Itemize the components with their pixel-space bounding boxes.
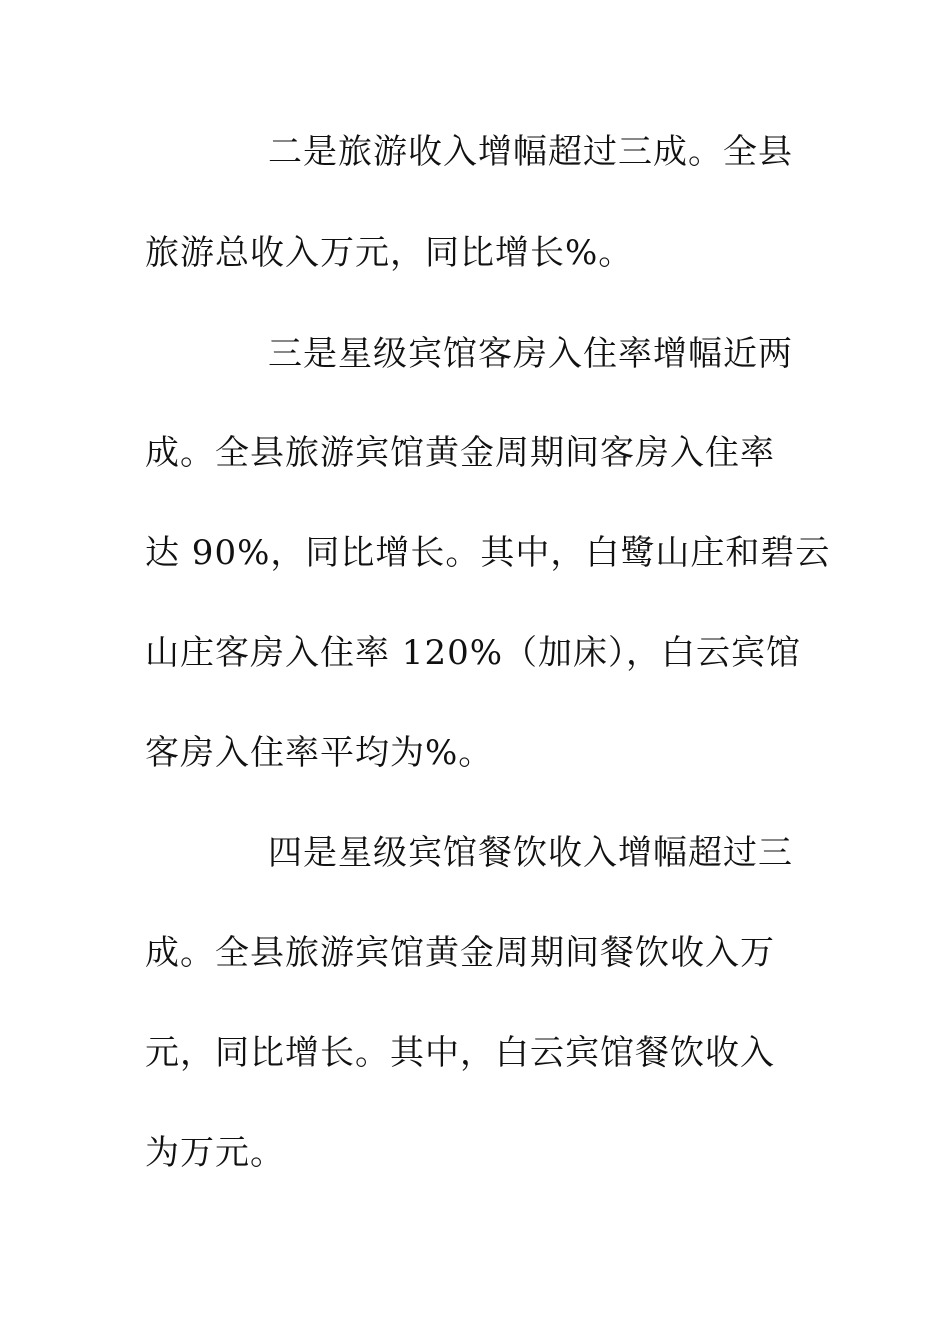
paragraph-2-line-1: 二是旅游收入增幅超过三成。全县	[268, 132, 793, 172]
paragraph-4-line-1: 四是星级宾馆餐饮收入增幅超过三	[268, 833, 793, 873]
paragraph-3-line-1: 三是星级宾馆客房入住率增幅近两	[268, 334, 793, 374]
paragraph-3-line-2: 成。全县旅游宾馆黄金周期间客房入住率	[145, 433, 775, 473]
paragraph-4-line-2: 成。全县旅游宾馆黄金周期间餐饮收入万	[145, 933, 775, 973]
paragraph-3-line-5: 客房入住率平均为%。	[145, 733, 494, 773]
paragraph-3-line-4: 山庄客房入住率 120%（加床），白云宾馆	[145, 633, 802, 673]
paragraph-3-line-3: 达 90%，同比增长。其中，白鹭山庄和碧云	[145, 533, 831, 573]
paragraph-4-line-3: 元，同比增长。其中，白云宾馆餐饮收入	[145, 1033, 775, 1073]
paragraph-4-line-4: 为万元。	[145, 1133, 285, 1173]
paragraph-2-line-2: 旅游总收入万元，同比增长%。	[145, 233, 634, 273]
